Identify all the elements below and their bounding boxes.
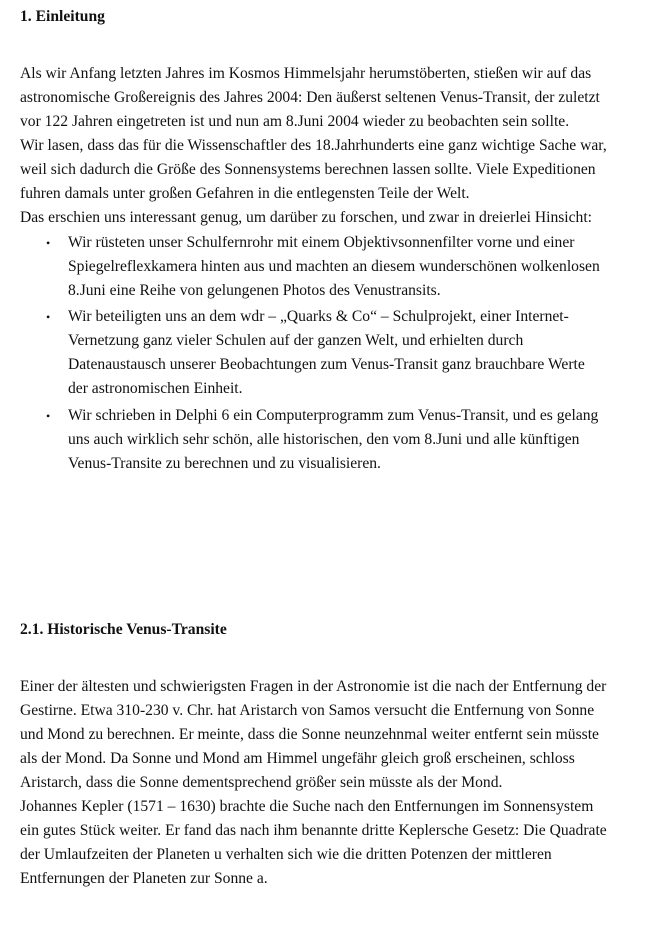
paragraph-line: ein gutes Stück weiter. Er fand das nach ihm benannte dritte Keplersche Gesetz: Die Quadrate (20, 822, 607, 839)
list-item-line: Datenaustausch unserer Beobachtungen zum Venus-Transit ganz brauchbare Werte (68, 356, 585, 373)
list-item-line: uns auch wirklich sehr schön, alle historischen, den vom 8.Juni und alle künftigen (68, 431, 580, 448)
list-item-line: Vernetzung ganz vieler Schulen auf der ganzen Welt, und erhielten durch (68, 332, 524, 349)
paragraph-line: Aristarch, dass die Sonne dementsprechend größer sein müsste als der Mond. (20, 774, 503, 791)
list-item-line: Spiegelreflexkamera hinten aus und machten an diesem wunderschönen wolkenlosen (68, 258, 600, 275)
bullet-icon: • (46, 409, 51, 423)
section-heading-historische-venus-transite: 2.1. Historische Venus-Transite (20, 621, 227, 638)
bullet-icon: • (46, 236, 51, 250)
paragraph-line: fuhren damals unter großen Gefahren in die entlegensten Teile der Welt. (20, 185, 470, 202)
paragraph-line: als der Mond. Da Sonne und Mond am Himmel ungefähr gleich groß erscheinen, schloss (20, 750, 575, 767)
paragraph-line: Als wir Anfang letzten Jahres im Kosmos Himmelsjahr herumstöberten, stießen wir auf das (20, 65, 592, 82)
paragraph-line: Wir lasen, dass das für die Wissenschaftler des 18.Jahrhunderts eine ganz wichtige Sache war, (20, 137, 607, 154)
paragraph-line: Einer der ältesten und schwierigsten Fragen in der Astronomie ist die nach der Entfernung der (20, 678, 607, 695)
paragraph-line: Johannes Kepler (1571 – 1630) brachte die Suche nach den Entfernungen im Sonnensystem (20, 798, 594, 815)
paragraph-line: der Umlaufzeiten der Planeten u verhalten sich wie die dritten Potenzen der mittleren (20, 846, 552, 863)
paragraph-line: weil sich dadurch die Größe des Sonnensystems berechnen lassen sollte. Viele Expeditionen (20, 161, 596, 178)
paragraph-line: Entfernungen der Planeten zur Sonne a. (20, 870, 268, 887)
paragraph-line: Das erschien uns interessant genug, um darüber zu forschen, und zwar in dreierlei Hinsicht: (20, 209, 593, 226)
paragraph-line: astronomische Großereignis des Jahres 2004: Den äußerst seltenen Venus-Transit, der zuletzt (20, 89, 600, 106)
paragraph-line: Gestirne. Etwa 310-230 v. Chr. hat Aristarch von Samos versucht die Entfernung von Sonne (20, 702, 595, 719)
list-item-line: 8.Juni eine Reihe von gelungenen Photos des Venustransits. (68, 282, 441, 299)
list-item-line: Wir beteiligten uns an dem wdr – „Quarks & Co“ – Schulprojekt, einer Internet- (68, 308, 569, 325)
paragraph-line: vor 122 Jahren eingetreten ist und nun am 8.Juni 2004 wieder zu beobachten sein sollte. (20, 113, 570, 130)
bullet-icon: • (46, 310, 51, 324)
list-item-line: Venus-Transite zu berechnen und zu visualisieren. (68, 455, 381, 472)
list-item-line: Wir rüsteten unser Schulfernrohr mit einem Objektivsonnenfilter vorne und einer (68, 234, 575, 251)
paragraph-line: und Mond zu berechnen. Er meinte, dass die Sonne neunzehnmal weiter entfernt sein müsste (20, 726, 599, 743)
list-item-line: Wir schrieben in Delphi 6 ein Computerprogramm zum Venus-Transit, und es gelang (68, 407, 599, 424)
section-heading-einleitung: 1. Einleitung (20, 8, 105, 25)
list-item-line: der astronomischen Einheit. (68, 380, 243, 397)
